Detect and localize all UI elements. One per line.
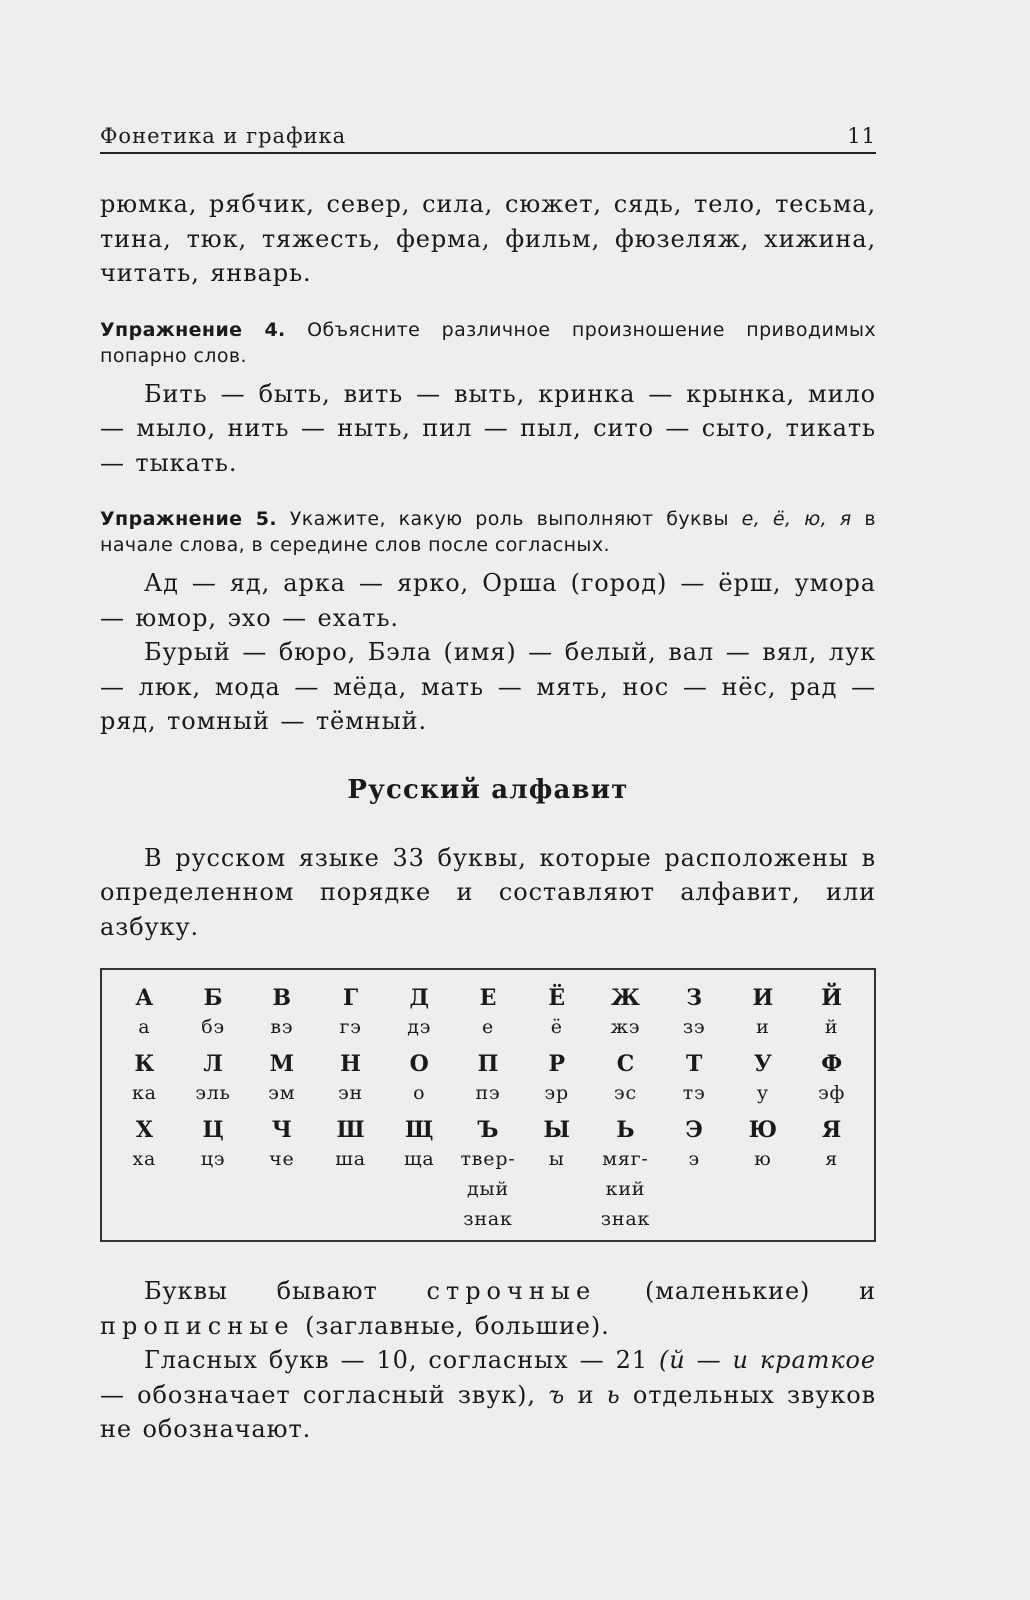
- word-list: рюмка, рябчик, север, сила, сюжет, сядь, тело, тесьма, тина, тюк, тяжесть, ферма, фильм, фюзеляж, хижина, читать, январь.: [100, 190, 876, 287]
- outro-text: Гласных букв — 10, согласных — 21: [144, 1346, 648, 1374]
- alphabet-letter-name: о: [413, 1082, 426, 1104]
- alphabet-letter-name: е: [481, 1016, 495, 1038]
- exercise-5-instruction-b: в начале слова, в середине слов после согласных.: [100, 508, 876, 556]
- alphabet-letter-name: у: [756, 1082, 769, 1104]
- alphabet-letter: Й: [821, 985, 843, 1011]
- alphabet-letter: Г: [342, 985, 359, 1011]
- alphabet-cell: [522, 984, 591, 1042]
- alphabet-cell: [591, 984, 660, 1042]
- alphabet-letter-name: вэ: [270, 1016, 294, 1038]
- alphabet-letter: Б: [203, 985, 223, 1011]
- alphabet-letter-name: твер- дый знак: [460, 1148, 516, 1230]
- alphabet-letter-name: эн: [338, 1082, 363, 1104]
- alphabet-cell: [110, 1050, 179, 1108]
- hard-sign: ъ: [548, 1380, 566, 1409]
- alphabet-letter: Я: [821, 1117, 842, 1143]
- alphabet-table: [100, 968, 876, 1242]
- exercise-4-task: [100, 317, 876, 369]
- alphabet-cell: [110, 984, 179, 1042]
- alphabet-letter-name: дэ: [407, 1016, 432, 1038]
- alphabet-letter: Д: [409, 985, 430, 1011]
- alphabet-letter-name: ха: [132, 1148, 157, 1170]
- alphabet-letter-name: эс: [614, 1082, 637, 1104]
- alphabet-letter-name: зэ: [682, 1016, 706, 1038]
- alphabet-letter: Ж: [611, 985, 640, 1011]
- alphabet-letter-name: гэ: [339, 1016, 362, 1038]
- alphabet-cell: [591, 1116, 660, 1234]
- alphabet-letter: В: [272, 985, 292, 1011]
- outro-text: (маленькие) и: [645, 1277, 877, 1305]
- alphabet-letter-name: эр: [544, 1082, 569, 1104]
- alphabet-letter: Л: [203, 1051, 223, 1077]
- alphabet-letter-name: мяг- кий знак: [600, 1148, 651, 1230]
- alphabet-cell: [729, 984, 798, 1042]
- alphabet-letter-name: и: [756, 1016, 770, 1038]
- exercise-5-label: Упражнение 5.: [100, 508, 278, 530]
- outro-text: и: [577, 1380, 595, 1409]
- alphabet-cell: [660, 984, 729, 1042]
- term-uppercase: прописные: [100, 1311, 295, 1340]
- alphabet-letter: А: [135, 985, 154, 1011]
- alphabet-letter: Ъ: [477, 1117, 499, 1143]
- alphabet-cell: [797, 1116, 866, 1234]
- section-heading: Русский алфавит: [347, 774, 629, 805]
- alphabet-letter-name: э: [688, 1148, 700, 1170]
- running-header: [100, 124, 876, 154]
- alphabet-letter: Р: [548, 1051, 565, 1077]
- alphabet-letter: Ц: [202, 1117, 224, 1143]
- alphabet-cell: [591, 1050, 660, 1108]
- alphabet-letter: Ю: [748, 1117, 778, 1143]
- alphabet-letter-name: ю: [754, 1148, 772, 1170]
- alphabet-letter-name: ка: [131, 1082, 157, 1104]
- exercise-5-instruction-a: Укажите, какую роль выполняют буквы: [289, 508, 729, 530]
- exercise-5-text-2: Бурый — бюро, Бэла (имя) — белый, вал — вял, лук — люк, мода — мёда, мать — мять, нос — нёс, рад — ряд, томный — тёмный.: [100, 638, 876, 735]
- alphabet-letter-name: эф: [818, 1082, 846, 1104]
- alphabet-cell: [385, 1116, 454, 1234]
- alphabet-letter: Т: [685, 1051, 703, 1077]
- alphabet-letter: Ь: [616, 1117, 635, 1143]
- alphabet-letter: Ч: [271, 1117, 292, 1143]
- soft-sign: ь: [606, 1380, 621, 1409]
- alphabet-cell: [385, 984, 454, 1042]
- alphabet-cell: [454, 1116, 523, 1234]
- alphabet-letter: К: [134, 1051, 155, 1077]
- alphabet-letter-name: эль: [195, 1082, 231, 1104]
- alphabet-letter-name: бэ: [201, 1016, 225, 1038]
- alphabet-cell: [660, 1116, 729, 1234]
- exercise-4-label: Упражнение 4.: [100, 318, 286, 341]
- section-intro: В русском языке 33 буквы, которые расположены в определенном порядке и составляют алфавит, или азбуку.: [100, 843, 876, 941]
- alphabet-letter-name: цэ: [200, 1148, 226, 1170]
- alphabet-cell: [110, 1116, 179, 1234]
- alphabet-cell: [797, 1050, 866, 1108]
- outro-paragraph-2: [100, 1343, 876, 1447]
- alphabet-cell: [247, 984, 316, 1042]
- alphabet-letter: О: [409, 1051, 429, 1077]
- alphabet-cell: [316, 1050, 385, 1108]
- alphabet-cell: [247, 1116, 316, 1234]
- alphabet-letter: Ш: [336, 1117, 365, 1143]
- alphabet-letter: П: [477, 1051, 499, 1077]
- page-number: 11: [847, 124, 876, 148]
- alphabet-letter: Щ: [405, 1117, 434, 1143]
- alphabet-cell: [316, 984, 385, 1042]
- alphabet-cell: [179, 1050, 248, 1108]
- alphabet-letter: М: [269, 1051, 294, 1077]
- alphabet-letter: Э: [685, 1117, 703, 1143]
- outro-text: (заглавные, большие).: [305, 1311, 610, 1340]
- alphabet-letter-name: че: [269, 1148, 295, 1170]
- alphabet-letter: И: [752, 985, 774, 1011]
- alphabet-cell: [179, 984, 248, 1042]
- alphabet-cell: [522, 1116, 591, 1234]
- exercise-5-text-1: Ад — яд, арка — ярко, Орша (город) — ёрш, умора — юмор, эхо — ехать.: [100, 569, 876, 632]
- alphabet-letter-name: ы: [548, 1148, 565, 1170]
- alphabet-letter-name: ща: [403, 1148, 435, 1170]
- alphabet-letter: Ф: [821, 1051, 843, 1077]
- alphabet-letter-name: й: [824, 1016, 839, 1038]
- alphabet-letter-name: эм: [268, 1082, 296, 1104]
- term-lowercase: строчные: [426, 1277, 597, 1305]
- exercise-4-text: Бить — быть, вить — выть, кринка — крынка, мило — мыло, нить — ныть, пил — пыл, сито — сыто, тикать — тыкать.: [100, 379, 876, 477]
- page-content: [100, 187, 876, 1447]
- alphabet-cell: [179, 1116, 248, 1234]
- alphabet-letter: Н: [340, 1051, 361, 1077]
- alphabet-cell: [247, 1050, 316, 1108]
- alphabet-letter: С: [616, 1051, 635, 1077]
- alphabet-letter-name: жэ: [610, 1016, 641, 1038]
- outro-text: — обозначает согласный звук),: [100, 1380, 536, 1409]
- alphabet-letter: Е: [479, 985, 497, 1011]
- alphabet-letter-name: я: [825, 1148, 839, 1170]
- alphabet-cell: [797, 984, 866, 1042]
- alphabet-cell: [454, 1050, 523, 1108]
- alphabet-letter-name: ё: [550, 1016, 563, 1038]
- alphabet-letter: Х: [135, 1117, 153, 1143]
- alphabet-cell: [454, 984, 523, 1042]
- alphabet-letter: З: [686, 985, 703, 1011]
- outro-italic: (й — и краткое: [658, 1346, 876, 1374]
- exercise-5-letters: е, ё, ю, я: [741, 508, 852, 530]
- alphabet-letter: Ы: [543, 1117, 570, 1143]
- alphabet-letter: У: [753, 1051, 772, 1077]
- alphabet-cell: [316, 1116, 385, 1234]
- alphabet-letter: Ё: [548, 985, 566, 1011]
- alphabet-cell: [660, 1050, 729, 1108]
- alphabet-cell: [729, 1116, 798, 1234]
- alphabet-letter-name: а: [138, 1016, 151, 1038]
- alphabet-cell: [729, 1050, 798, 1108]
- running-title: Фонетика и графика: [100, 124, 347, 148]
- alphabet-letter-name: ша: [335, 1148, 366, 1170]
- alphabet-cell: [522, 1050, 591, 1108]
- exercise-5-task: [100, 506, 876, 558]
- alphabet-letter-name: тэ: [682, 1082, 706, 1104]
- exercise-4-instruction: Объясните различное произношение приводимых попарно слов.: [100, 318, 876, 367]
- outro-paragraph-1: [100, 1274, 876, 1343]
- outro-text: отдельных звуков не обозначают.: [100, 1380, 877, 1443]
- alphabet-cell: [385, 1050, 454, 1108]
- outro-text: Буквы бывают: [144, 1277, 378, 1305]
- alphabet-letter-name: пэ: [475, 1082, 501, 1104]
